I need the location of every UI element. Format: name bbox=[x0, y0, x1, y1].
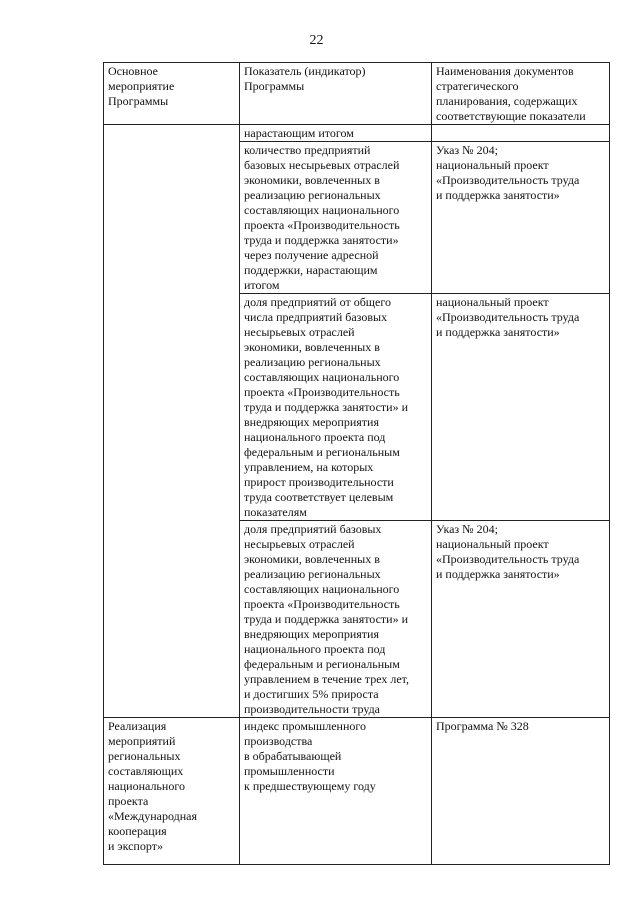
indicator-cell: нарастающим итогом bbox=[240, 125, 432, 142]
header-event: Основное мероприятие Программы bbox=[104, 63, 240, 125]
header-indicator: Показатель (индикатор) Программы bbox=[240, 63, 432, 125]
documents-cell bbox=[432, 125, 610, 142]
documents-cell: национальный проект «Производительность труда и поддержка занятости» bbox=[432, 294, 610, 521]
table-row bbox=[104, 125, 610, 142]
indicator-cell: доля предприятий от общего числа предприятий базовых несырьевых отраслей экономики, вовлеченных в реализацию региональных составляющих национального проекта «Производительность труда и поддержка занятости» и внедряющих мероприятия национального проекта под федеральным и региональным управлением, на которых прирост производительности труда соответствует целевым показателям bbox=[240, 294, 432, 521]
event-cell: Реализация мероприятий региональных составляющих национального проекта «Международная кооперация и экспорт» bbox=[104, 718, 240, 865]
documents-cell: Указ № 204; национальный проект «Производительность труда и поддержка занятости» bbox=[432, 521, 610, 718]
table-row bbox=[104, 718, 610, 865]
indicator-cell: доля предприятий базовых несырьевых отраслей экономики, вовлеченных в реализацию региональных составляющих национального проекта «Производительность труда и поддержка занятости» и внедряющих мероприятия национального проекта под федеральным и региональным управлением в течение трех лет, и достигших 5% прироста производительности труда bbox=[240, 521, 432, 718]
header-documents: Наименования документов стратегического планирования, содержащих соответствующие показатели bbox=[432, 63, 610, 125]
indicator-cell: количество предприятий базовых несырьевых отраслей экономики, вовлеченных в реализацию региональных составляющих национального проекта «Производительность труда и поддержка занятости» через получение адресной поддержки, нарастающим итогом bbox=[240, 142, 432, 294]
event-cell bbox=[104, 125, 240, 718]
documents-cell: Указ № 204; национальный проект «Производительность труда и поддержка занятости» bbox=[432, 142, 610, 294]
page-number: 22 bbox=[309, 33, 324, 48]
documents-cell: Программа № 328 bbox=[432, 718, 610, 865]
table-header-row bbox=[104, 63, 610, 125]
indicator-cell: индекс промышленного производства в обрабатывающей промышленности к предшествующему году bbox=[240, 718, 432, 865]
indicators-table bbox=[103, 62, 610, 865]
